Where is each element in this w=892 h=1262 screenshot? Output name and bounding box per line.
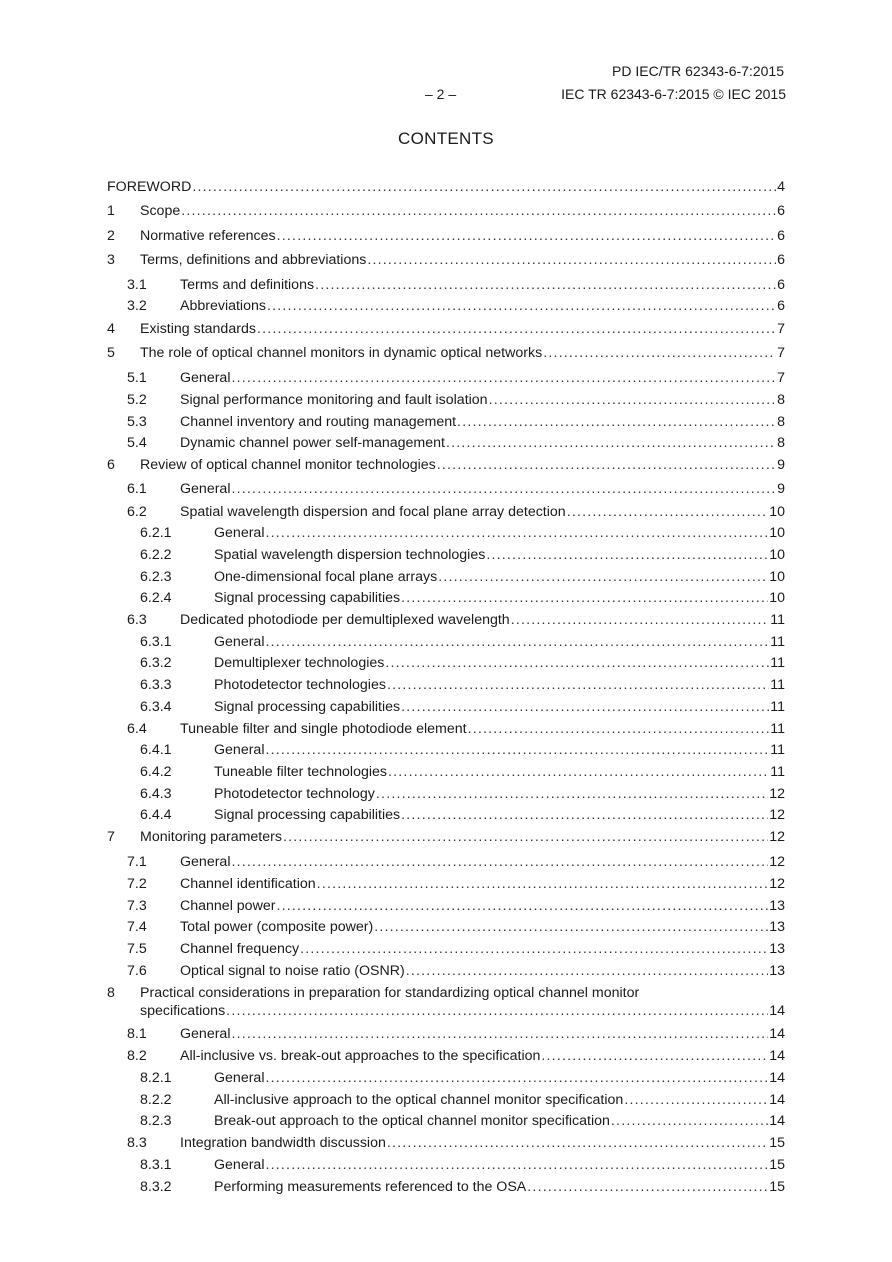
toc-entry-label: Dedicated photodiode per demultiplexed wavelength: [180, 612, 510, 628]
toc-entry-label: Monitoring parameters: [140, 829, 282, 845]
toc-entry-number: 5: [107, 345, 115, 361]
toc-entry-label: Spatial wavelength dispersion technologies: [214, 547, 486, 563]
toc-entry-number: 8: [107, 985, 115, 1001]
toc-entry-number: 8.2: [127, 1048, 147, 1064]
toc-entry-page: 8: [777, 392, 785, 408]
toc-entry[interactable]: [107, 547, 785, 564]
toc-entry[interactable]: [107, 854, 785, 871]
toc-entry-label: Normative references: [140, 228, 276, 244]
toc-entry-label: Terms and definitions: [180, 277, 315, 293]
toc-entry-number: 6.3.3: [140, 677, 172, 693]
toc-entry-label: General: [180, 481, 231, 497]
toc-dot-leader: [300, 941, 768, 958]
toc-dot-leader: [401, 699, 769, 716]
toc-entry-label: Channel power: [180, 898, 276, 914]
toc-entry[interactable]: [107, 742, 785, 759]
toc-entry-page: 13: [769, 941, 785, 957]
toc-entry-number: 6.2.2: [140, 547, 172, 563]
toc-dot-leader: [437, 457, 776, 474]
toc-entry-number: 6.2: [127, 504, 147, 520]
toc-entry[interactable]: [107, 1179, 785, 1196]
toc-dot-leader: [567, 504, 769, 521]
toc-entry-label: Scope: [140, 203, 181, 219]
toc-dot-leader: [317, 876, 769, 893]
toc-entry-number: 7.1: [127, 854, 147, 870]
toc-entry-page: 10: [769, 569, 785, 585]
toc-entry-label: Practical considerations in preparation for standardizing optical channel monitor: [140, 985, 640, 1001]
toc-entry-label: Channel identification: [180, 876, 316, 892]
toc-dot-leader: [401, 590, 768, 607]
toc-entry-number: 8.3: [127, 1135, 147, 1151]
toc-entry[interactable]: [107, 321, 785, 338]
toc-entry-page: 9: [777, 457, 785, 473]
toc-dot-leader: [276, 898, 768, 915]
toc-entry-number: 8.3.2: [140, 1179, 172, 1195]
toc-dot-leader: [486, 547, 768, 564]
toc-dot-leader: [267, 298, 776, 315]
toc-dot-leader: [257, 321, 776, 338]
toc-dot-leader: [283, 829, 768, 846]
toc-entry[interactable]: [107, 1070, 785, 1087]
toc-entry-label: Channel frequency: [180, 941, 300, 957]
toc-entry-page: 12: [769, 876, 785, 892]
toc-entry-page: 11: [770, 742, 785, 758]
toc-dot-leader: [315, 277, 776, 294]
toc-entry[interactable]: [107, 481, 785, 498]
toc-entry-label: General: [180, 1026, 231, 1042]
toc-entry-label: The role of optical channel monitors in dynamic optical networks: [140, 345, 543, 361]
toc-dot-leader: [457, 414, 776, 431]
toc-entry[interactable]: [107, 1026, 785, 1043]
toc-dot-leader: [527, 1179, 768, 1196]
toc-entry-label: Signal processing capabilities: [214, 699, 401, 715]
toc-entry[interactable]: [107, 721, 785, 738]
toc-entry-number: 5.2: [127, 392, 147, 408]
toc-entry-page: 14: [769, 1026, 785, 1042]
header-copyright: IEC TR 62343-6-7:2015 © IEC 2015: [561, 86, 786, 102]
toc-entry[interactable]: [107, 414, 785, 431]
toc-dot-leader: [541, 1048, 768, 1065]
toc-entry-page: 12: [769, 786, 785, 802]
toc-entry-number: 6: [107, 457, 115, 473]
toc-entry-page: 10: [769, 547, 785, 563]
toc-entry-number: 7.3: [127, 898, 147, 914]
toc-dot-leader: [277, 228, 776, 245]
toc-dot-leader: [265, 525, 768, 542]
toc-entry-number: 5.3: [127, 414, 147, 430]
toc-entry-label: One-dimensional focal plane arrays: [214, 569, 438, 585]
toc-entry-number: 4: [107, 321, 115, 337]
toc-entry-page: 6: [777, 203, 785, 219]
toc-entry[interactable]: [107, 985, 785, 1020]
toc-entry-label: Signal processing capabilities: [214, 590, 401, 606]
toc-entry-label: Tuneable filter and single photodiode element: [180, 721, 467, 737]
toc-entry-number: 7.5: [127, 941, 147, 957]
toc-entry-label: Photodetector technology: [214, 786, 375, 802]
toc-entry[interactable]: [107, 345, 785, 362]
toc-entry-page: 15: [769, 1179, 785, 1195]
toc-dot-leader: [624, 1092, 768, 1109]
toc-entry[interactable]: [107, 298, 785, 315]
toc-dot-leader: [406, 963, 768, 980]
toc-entry-label: Terms, definitions and abbreviations: [140, 252, 367, 268]
toc-dot-leader: [192, 179, 776, 196]
toc-entry-number: 7: [107, 829, 115, 845]
toc-entry-page: 12: [769, 807, 785, 823]
toc-entry-label: Signal performance monitoring and fault isolation: [180, 392, 488, 408]
toc-dot-leader: [401, 807, 768, 824]
toc-entry-label: General: [214, 634, 265, 650]
toc-entry-page: 12: [769, 854, 785, 870]
toc-entry-label: Integration bandwidth discussion: [180, 1135, 386, 1151]
toc-entry-page: 6: [777, 252, 785, 268]
toc-entry-page: 14: [769, 1113, 785, 1129]
toc-entry-number: 6.4: [127, 721, 147, 737]
toc-entry[interactable]: [107, 1135, 785, 1152]
toc-entry-page: 6: [777, 228, 785, 244]
toc-entry[interactable]: [107, 786, 785, 803]
toc-entry-number: 6.2.1: [140, 525, 172, 541]
toc-entry[interactable]: [107, 1048, 785, 1065]
toc-entry[interactable]: [107, 435, 785, 452]
toc-entry-page: 7: [777, 370, 785, 386]
toc-entry-number: 6.4.2: [140, 764, 172, 780]
toc-entry-number: 8.2.2: [140, 1092, 172, 1108]
toc-dot-leader: [511, 612, 770, 629]
toc-dot-leader: [489, 392, 777, 409]
toc-entry-page: 11: [770, 764, 785, 780]
toc-entry-number: 8.1: [127, 1026, 147, 1042]
toc-entry-number: 1: [107, 203, 115, 219]
toc-entry-page: 14: [769, 1070, 785, 1086]
toc-entry-label: Total power (composite power): [180, 919, 374, 935]
toc-entry[interactable]: [107, 807, 785, 824]
toc-entry[interactable]: [107, 590, 785, 607]
toc-entry-label: Abbreviations: [180, 298, 266, 314]
header-doc-id: PD IEC/TR 62343-6-7:2015: [612, 63, 784, 79]
toc-entry-page: 6: [777, 277, 785, 293]
toc-entry-page: 11: [770, 721, 785, 737]
toc-entry-number: 6.1: [127, 481, 147, 497]
toc-entry-label: Dynamic channel power self-management: [180, 435, 445, 451]
toc-dot-leader: [385, 655, 769, 672]
toc-dot-leader: [231, 481, 776, 498]
toc-entry[interactable]: [107, 457, 785, 474]
toc-dot-leader: [374, 919, 768, 936]
toc-dot-leader: [181, 203, 776, 220]
toc-entry-page: 8: [777, 435, 785, 451]
toc-entry[interactable]: [107, 277, 785, 294]
toc-dot-leader: [231, 854, 768, 871]
toc-entry-number: 8.2.3: [140, 1113, 172, 1129]
toc-dot-leader: [468, 721, 770, 738]
toc-dot-leader: [226, 1003, 768, 1020]
toc-entry-number: 8.3.1: [140, 1157, 172, 1173]
toc-entry-number: 6.3.2: [140, 655, 172, 671]
toc-entry-number: 5.1: [127, 370, 147, 386]
toc-entry[interactable]: [107, 699, 785, 716]
toc-entry[interactable]: [107, 203, 785, 220]
toc-entry-label-continuation: specifications: [140, 1003, 226, 1019]
toc-entry-label: General: [180, 854, 231, 870]
toc-entry-page: 6: [777, 298, 785, 314]
toc-entry[interactable]: [107, 1113, 785, 1130]
toc-entry-label: General: [180, 370, 231, 386]
toc-entry-label: General: [214, 1070, 265, 1086]
toc-entry[interactable]: [107, 829, 785, 846]
toc-entry-number: 7.6: [127, 963, 147, 979]
toc-dot-leader: [611, 1113, 768, 1130]
toc-entry-label: Existing standards: [140, 321, 256, 337]
toc-entry[interactable]: [107, 655, 785, 672]
toc-entry[interactable]: [107, 634, 785, 651]
toc-dot-leader: [376, 786, 768, 803]
toc-entry-page: 11: [770, 612, 785, 628]
toc-entry[interactable]: [107, 569, 785, 586]
toc-entry[interactable]: [107, 179, 785, 196]
toc-entry-number: 6.2.4: [140, 590, 172, 606]
toc-entry-page: 9: [777, 481, 785, 497]
toc-dot-leader: [388, 764, 769, 781]
toc-entry-label: Break-out approach to the optical channel monitor specification: [214, 1113, 610, 1129]
toc-entry[interactable]: [107, 876, 785, 893]
toc-entry-page: 13: [769, 963, 785, 979]
toc-entry-number: 5.4: [127, 435, 147, 451]
toc-entry-number: 6.3.4: [140, 699, 172, 715]
toc-entry-page: 14: [769, 1003, 785, 1019]
toc-entry[interactable]: [107, 228, 785, 245]
toc-entry[interactable]: [107, 1092, 785, 1109]
page-title: CONTENTS: [398, 129, 494, 148]
toc-entry-label: Review of optical channel monitor technologies: [140, 457, 436, 473]
toc-entry-page: 10: [769, 525, 785, 541]
toc-dot-leader: [265, 1157, 768, 1174]
toc-entry-number: 7.2: [127, 876, 147, 892]
toc-entry[interactable]: [107, 764, 785, 781]
toc-entry-page: 7: [777, 321, 785, 337]
toc-entry-page: 11: [770, 677, 785, 693]
toc-entry[interactable]: [107, 504, 785, 521]
toc-entry[interactable]: [107, 677, 785, 694]
toc-entry-number: 8.2.1: [140, 1070, 172, 1086]
toc-entry[interactable]: [107, 392, 785, 409]
toc-entry-label: Photodetector technologies: [214, 677, 386, 693]
toc-dot-leader: [387, 677, 769, 694]
toc-entry-label: Signal processing capabilities: [214, 807, 401, 823]
toc-entry-label: Performing measurements referenced to the OSA: [214, 1179, 527, 1195]
toc-dot-leader: [387, 1135, 768, 1152]
toc-entry[interactable]: [107, 1157, 785, 1174]
toc-dot-leader: [438, 569, 768, 586]
header-page-number: – 2 –: [425, 86, 457, 102]
toc-dot-leader: [231, 370, 776, 387]
toc-dot-leader: [446, 435, 776, 452]
toc-dot-leader: [265, 742, 769, 759]
toc-entry-page: 13: [769, 919, 785, 935]
toc-entry-number: 2: [107, 228, 115, 244]
toc-dot-leader: [543, 345, 776, 362]
toc-entry[interactable]: [107, 370, 785, 387]
toc-entry-number: 3.1: [127, 277, 147, 293]
toc-entry-number: 6.3.1: [140, 634, 172, 650]
toc-dot-leader: [367, 252, 776, 269]
toc-entry[interactable]: [107, 612, 785, 629]
toc-entry-label: General: [214, 742, 265, 758]
toc-entry-number: 7.4: [127, 919, 147, 935]
toc-entry-page: 7: [777, 345, 785, 361]
toc-entry[interactable]: [107, 898, 785, 915]
toc-entry-page: 14: [769, 1048, 785, 1064]
toc-entry-page: 11: [770, 655, 785, 671]
toc-entry-label: Optical signal to noise ratio (OSNR): [180, 963, 405, 979]
toc-entry-page: 15: [769, 1135, 785, 1151]
toc-dot-leader: [231, 1026, 768, 1043]
toc-entry[interactable]: [107, 252, 785, 269]
toc-entry-page: 8: [777, 414, 785, 430]
toc-entry[interactable]: [107, 525, 785, 542]
toc-entry-label: All-inclusive vs. break-out approaches to the specification: [180, 1048, 541, 1064]
toc-entry-page: 14: [769, 1092, 785, 1108]
toc-entry-page: 10: [769, 590, 785, 606]
toc-entry[interactable]: [107, 919, 785, 936]
toc-entry-number: 6.4.4: [140, 807, 172, 823]
toc-entry-page: 12: [769, 829, 785, 845]
toc-entry-page: 15: [769, 1157, 785, 1173]
toc-entry-page: 4: [777, 179, 785, 195]
toc-dot-leader: [265, 1070, 768, 1087]
toc-entry-label: Demultiplexer technologies: [214, 655, 385, 671]
toc-entry-number: 3: [107, 252, 115, 268]
toc-entry[interactable]: [107, 963, 785, 980]
toc-entry-label: Channel inventory and routing management: [180, 414, 457, 430]
toc-entry-label: All-inclusive approach to the optical channel monitor specification: [214, 1092, 624, 1108]
toc-entry-page: 13: [769, 898, 785, 914]
toc-entry-label: FOREWORD: [107, 179, 192, 195]
toc-entry-page: 11: [770, 699, 785, 715]
toc-entry-number: 6.4.1: [140, 742, 172, 758]
toc-entry-label: Spatial wavelength dispersion and focal plane array detection: [180, 504, 566, 520]
toc-entry-page: 10: [769, 504, 785, 520]
toc-dot-leader: [265, 634, 769, 651]
toc-entry-number: 6.4.3: [140, 786, 172, 802]
toc-entry-number: 3.2: [127, 298, 147, 314]
toc-entry[interactable]: [107, 941, 785, 958]
toc-entry-number: 6.2.3: [140, 569, 172, 585]
toc-entry-label: General: [214, 525, 265, 541]
toc-entry-label: Tuneable filter technologies: [214, 764, 387, 780]
toc-entry-number: 6.3: [127, 612, 147, 628]
toc-entry-page: 11: [770, 634, 785, 650]
toc-entry-label: General: [214, 1157, 265, 1173]
